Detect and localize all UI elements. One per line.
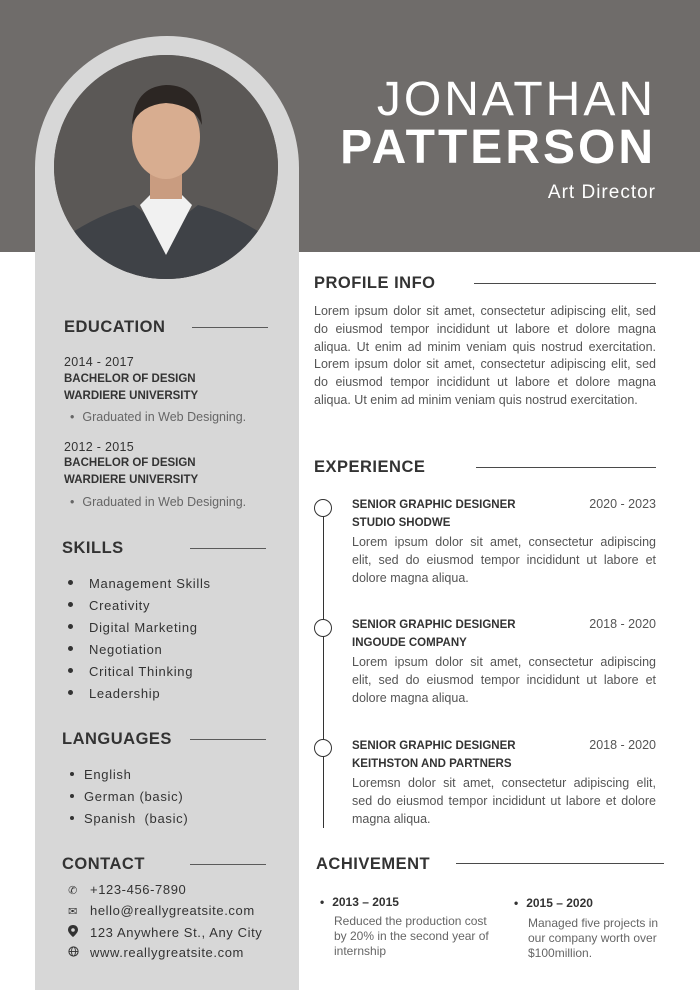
job-dates: 2020 - 2023 (589, 497, 656, 511)
job-title: SENIOR GRAPHIC DESIGNER (352, 499, 516, 511)
email-icon: ✉ (68, 906, 78, 918)
achievement-heading: ACHIVEMENT (316, 855, 431, 873)
location-icon (66, 925, 80, 940)
achievement-text: Managed five projects in our company worth over $100million. (528, 916, 659, 960)
contact-address: 123 Anywhere St., Any City (66, 925, 262, 940)
education-school: WARDIERE UNIVERSITY (64, 390, 199, 402)
education-note: • Graduated in Web Designing. (70, 495, 246, 509)
job-company: STUDIO SHODWE (352, 517, 451, 529)
languages-rule (190, 739, 266, 740)
language-item: Spanish (basic) (70, 811, 188, 826)
achievement-rule (456, 863, 664, 864)
education-rule (192, 327, 268, 328)
globe-icon (66, 946, 80, 960)
language-item: English (70, 767, 132, 782)
profile-text: Lorem ipsum dolor sit amet, consectetur adipiscing elit, sed do eiusmod tempor incididunt ut labore et dolore magna aliqua. Ut enim ad minim veniam quis nostrud exercitation. Lorem ipsum dolor sit amet, consectetur adipiscing elit, sed do eiusmod tempor incididunt ut labore et dolore magna aliqua. Ut enim ad minim veniam quis nostrud exercitation. (314, 304, 656, 407)
last-name: PATTERSON (340, 121, 656, 174)
contact-rule (190, 864, 266, 865)
language-item: German (basic) (70, 789, 183, 804)
achievement-period: • 2013 – 2015 (320, 895, 399, 909)
education-note: • Graduated in Web Designing. (70, 410, 246, 424)
profile-photo (54, 55, 278, 279)
education-degree: BACHELOR OF DESIGN (64, 373, 196, 385)
contact-website: www.reallygreatsite.com (66, 945, 244, 960)
job-description: Lorem ipsum dolor sit amet, consectetur adipiscing elit, sed do eiusmod tempor incididunt ut labore et dolore magna aliqua. (352, 655, 656, 705)
achievement-period: • 2015 – 2020 (514, 896, 593, 910)
education-degree: BACHELOR OF DESIGN (64, 457, 196, 469)
job-company: KEITHSTON AND PARTNERS (352, 758, 512, 770)
languages-heading: LANGUAGES (62, 730, 172, 748)
phone-icon: ✆ (68, 885, 78, 897)
education-heading: EDUCATION (64, 318, 166, 336)
profile-rule (474, 283, 656, 284)
first-name: JONATHAN (376, 73, 656, 126)
job-title: SENIOR GRAPHIC DESIGNER (352, 619, 516, 631)
job-description: Loremsn dolor sit amet, consectetur adipiscing elit, sed do eiusmod tempor incididunt ut labore et dolore magna aliqua. (352, 776, 656, 826)
skills-rule (190, 548, 266, 549)
job-role: Art Director (547, 182, 656, 203)
contact-email: ✉ hello@reallygreatsite.com (66, 903, 255, 918)
education-years: 2014 - 2017 (64, 355, 135, 369)
job-dates: 2018 - 2020 (589, 617, 656, 631)
job-dates: 2018 - 2020 (589, 738, 656, 752)
job-description: Lorem ipsum dolor sit amet, consectetur adipiscing elit, sed do eiusmod tempor incididunt ut labore et dolore magna aliqua. (352, 535, 656, 585)
education-years: 2012 - 2015 (64, 440, 135, 454)
skill-item: Critical Thinking (68, 664, 193, 679)
timeline-node (314, 739, 332, 757)
timeline-node (314, 619, 332, 637)
timeline-node (314, 499, 332, 517)
skill-item: Digital Marketing (68, 620, 198, 635)
skill-item: Management Skills (68, 576, 211, 591)
job-title: SENIOR GRAPHIC DESIGNER (352, 740, 516, 752)
experience-rule (476, 467, 656, 468)
experience-timeline (323, 508, 324, 828)
skill-item: Negotiation (68, 642, 162, 657)
achievement-text: Reduced the production cost by 20% in the second year of internship (334, 914, 489, 958)
skills-heading: SKILLS (62, 539, 124, 557)
contact-phone: ✆ +123-456-7890 (66, 882, 186, 897)
profile-heading: PROFILE INFO (314, 274, 436, 292)
education-school: WARDIERE UNIVERSITY (64, 474, 199, 486)
contact-heading: CONTACT (62, 855, 145, 873)
experience-heading: EXPERIENCE (314, 458, 426, 476)
job-company: INGOUDE COMPANY (352, 637, 467, 649)
skill-item: Creativity (68, 598, 150, 613)
skill-item: Leadership (68, 686, 160, 701)
